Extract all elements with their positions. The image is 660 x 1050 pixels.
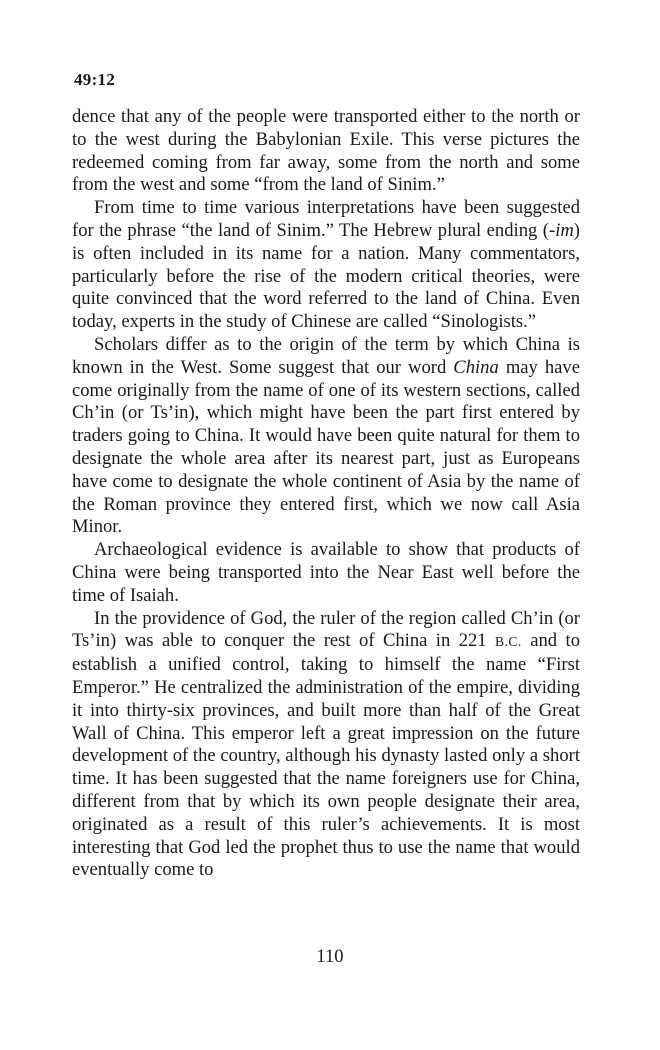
paragraph-2-text-a: From time to time various interpretations have been suggested for the phrase “the land of Sinim.” The Hebrew plural ending ( xyxy=(72,197,580,241)
paragraph-3-text-b: may have come originally from the name of one of its western sections, called Ch’in (or Ts’in), which might have been the part first entered by traders going to China. It would have been quite natural for them to designate the whole area after its nearest part, just as Europeans have come to designate the whole continent of Asia by the name of the Roman province they entered first, which we now call Asia Minor. xyxy=(72,356,580,538)
paragraph-origin-of-term xyxy=(72,334,580,539)
body-text xyxy=(72,106,580,882)
paragraph-3-italic-china: China xyxy=(453,356,499,378)
paragraph-5-era-smallcaps: B.C. xyxy=(495,634,522,650)
paragraph-1-text: dence that any of the people were transported either to the north or to the west during the Babylonian Exile. This verse pictures the redeemed coming from far away, some from the north and some from the west and some “from the land of Sinim.” xyxy=(72,106,580,196)
paragraph-archaeological-evidence xyxy=(72,539,580,607)
running-head-verse-reference: 49:12 xyxy=(74,70,116,89)
paragraph-continuation xyxy=(72,106,580,197)
paragraph-5-text-b: and to establish a unified control, taking to himself the name “First Emperor.” He centralized the administration of the empire, dividing it into thirty-six provinces, and built more than half of the Great Wall of China. This emperor left a great impression on the future development of the country, although his dynasty lasted only a short time. It has been suggested that the name foreigners use for China, different from that by which its own people designate their area, originated as a result of this ruler’s achievements. It is most interesting that God led the prophet thus to use the name that would eventually come to xyxy=(72,630,581,881)
paragraph-5-text-a: In the providence of God, the ruler of the region called Ch’in (or Ts’in) was able to conquer the rest of China in 221 xyxy=(72,607,580,652)
page-number: 110 xyxy=(316,946,344,967)
paragraph-sinim-interpretations xyxy=(72,197,580,334)
paragraph-4-text: Archaeological evidence is available to show that products of China were being transported into the Near East well before the time of Isaiah. xyxy=(72,539,580,606)
paragraph-2-italic-suffix: -im xyxy=(549,219,574,241)
paragraph-first-emperor xyxy=(72,608,580,883)
book-page xyxy=(72,70,580,882)
paragraph-2-text-b: ) is often included in its name for a nation. Many commentators, particularly before the rise of the modern critical theories, were quite convinced that the word referred to the land of China. Even today, experts in the study of Chinese are called “Sinologists.” xyxy=(72,219,580,333)
paragraph-3-text-a: Scholars differ as to the origin of the term by which China is known in the West. Some suggest that our word xyxy=(72,333,580,378)
